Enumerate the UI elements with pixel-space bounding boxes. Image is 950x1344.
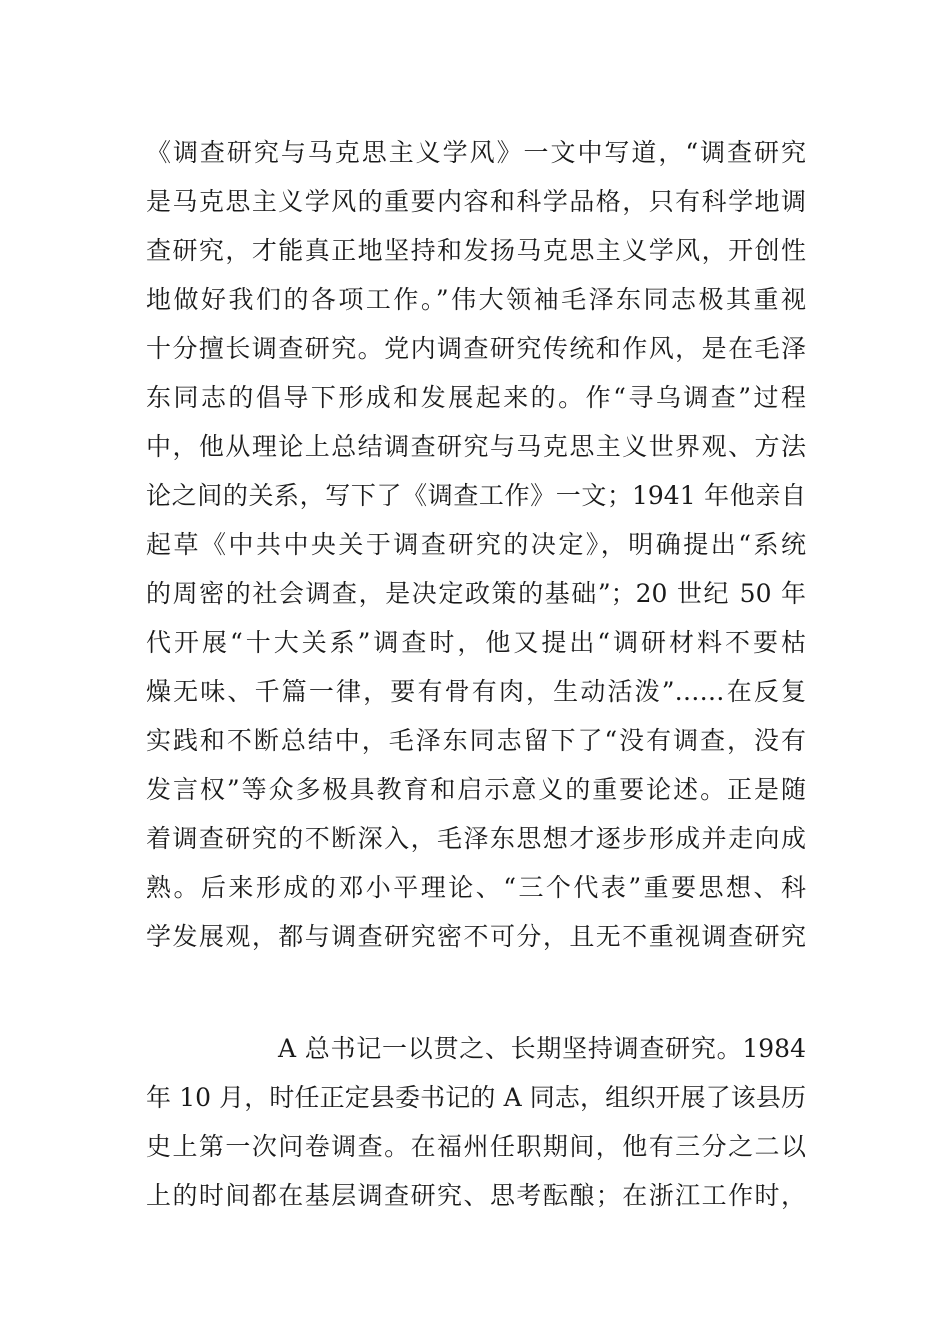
- paragraph-1-line: 《调查研究与马克思主义学风》一文中写道，“调查研究: [146, 138, 806, 167]
- paragraph-1-line: 的周密的社会调查，是决定政策的基础”；20 世纪 50 年: [146, 579, 806, 608]
- paragraph-1-line: 起草《中共中央关于调查研究的决定》，明确提出“系统: [146, 530, 806, 559]
- paragraph-1-line: 发言权”等众多极具教育和启示意义的重要论述。正是随: [146, 775, 806, 804]
- paragraph-2-line: A 总书记一以贯之、长期坚持调查研究。1984: [278, 1034, 806, 1063]
- paragraph-1-line: 是马克思主义学风的重要内容和科学品格，只有科学地调: [146, 187, 806, 216]
- paragraph-2-line: 年 10 月，时任正定县委书记的 A 同志，组织开展了该县历: [146, 1083, 806, 1112]
- paragraph-1-line: 论之间的关系，写下了《调查工作》一文；1941 年他亲自: [146, 481, 806, 510]
- paragraph-1-line: 学发展观，都与调查研究密不可分，且无不重视调查研究: [146, 922, 806, 951]
- paragraph-1-line: 中，他从理论上总结调查研究与马克思主义世界观、方法: [146, 432, 806, 461]
- paragraph-1-line: 代开展“十大关系”调查时，他又提出“调研材料不要枯: [146, 628, 806, 657]
- paragraph-2-line: 史上第一次问卷调查。在福州任职期间，他有三分之二以: [146, 1132, 806, 1161]
- paragraph-1-line: 熟。后来形成的邓小平理论、“三个代表”重要思想、科: [146, 873, 806, 902]
- paragraph-1-line: 十分擅长调查研究。党内调查研究传统和作风，是在毛泽: [146, 334, 806, 363]
- paragraph-2: [146, 1024, 806, 1220]
- paragraph-1-line: 实践和不断总结中，毛泽东同志留下了“没有调查，没有: [146, 726, 806, 755]
- paragraph-2-line: 上的时间都在基层调查研究、思考酝酿；在浙江工作时，: [146, 1181, 806, 1210]
- paragraph-1-line: 查研究，才能真正地坚持和发扬马克思主义学风，开创性: [146, 236, 806, 265]
- paragraph-1-line: 地做好我们的各项工作。”伟大领袖毛泽东同志极其重视: [146, 285, 806, 314]
- paragraph-1-line: 燥无味、千篇一律，要有骨有肉，生动活泼”……在反复: [146, 677, 806, 706]
- paragraph-1: [146, 128, 806, 961]
- paragraph-1-line: 东同志的倡导下形成和发展起来的。作“寻乌调查”过程: [146, 383, 806, 412]
- paragraph-1-line: 着调查研究的不断深入，毛泽东思想才逐步形成并走向成: [146, 824, 806, 853]
